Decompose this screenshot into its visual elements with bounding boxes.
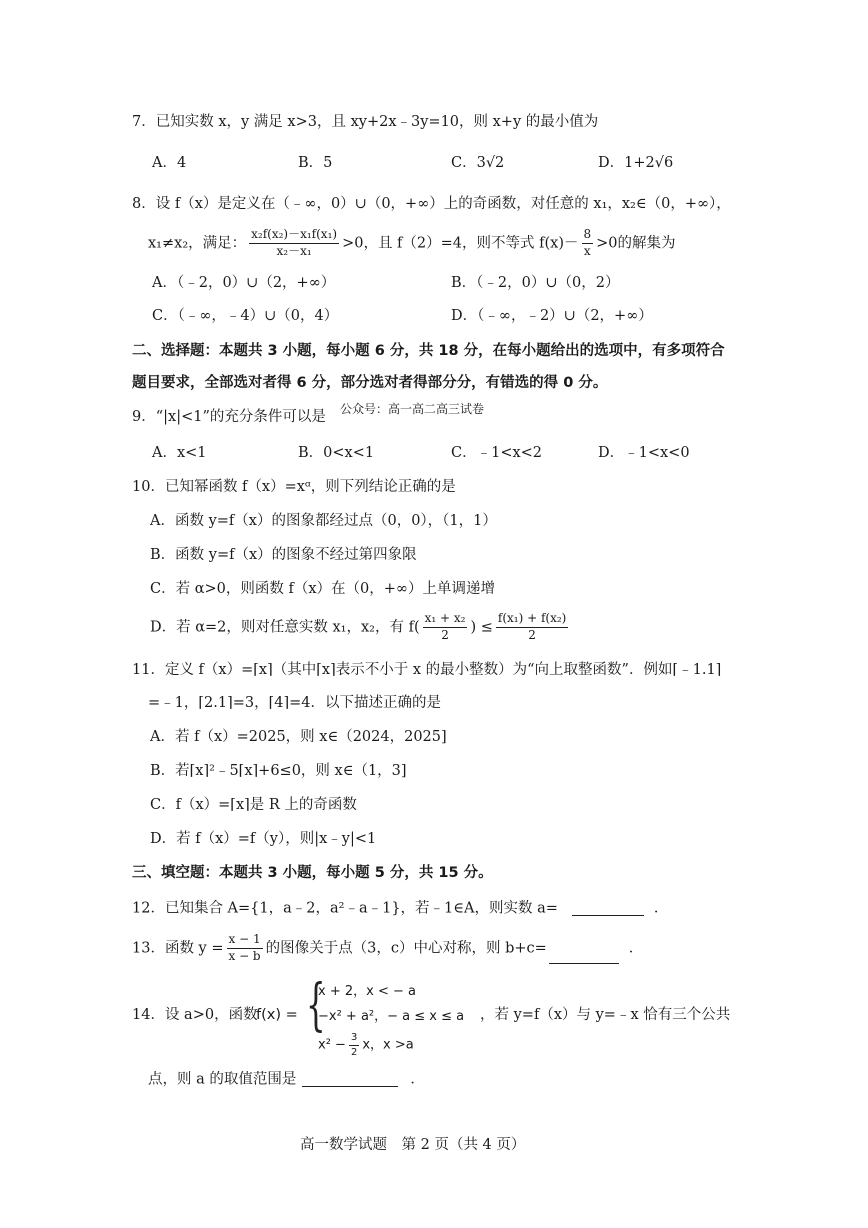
q9-option-b: B．0<x<1 xyxy=(298,445,375,461)
q10-stem: 10．已知幂函数 f（x）=xᵅ，则下列结论正确的是 xyxy=(132,479,456,495)
q11-option-d: D．若 f（x）=f（y），则|x﹣y|<1 xyxy=(150,831,377,847)
q8-fraction: $\frac{\text{x₂f(x₂)－x₁f(x₁)}}{\text{x₂－x₁}}$ xyxy=(251,227,338,258)
q14-stem-start: 14．设 a>0，函数 xyxy=(132,1007,258,1023)
q9-option-c: C．﹣1<x<2 xyxy=(451,445,543,461)
q14-function-name: f(x) = xyxy=(256,1007,298,1023)
q14-case-3: x² − $\frac{3}{2}$ x，x >a xyxy=(318,1032,414,1058)
q7-option-d: D．1+2√6 xyxy=(598,155,674,171)
q8-fraction-2: $\frac{8}{x}$ xyxy=(583,227,592,258)
q8-option-a: A．（﹣2，0）∪（2，+∞） xyxy=(152,275,336,291)
q14-stem-line2: 点，则 a 的取值范围是 ． xyxy=(148,1071,425,1088)
q14-case-1: x + 2，x < − a xyxy=(318,984,416,999)
page-footer: 高一数学试题 第 2 页（共 4 页） xyxy=(300,1137,526,1153)
q10-option-b: B．函数 y=f（x）的图象不经过第四象限 xyxy=(150,547,417,563)
q14-answer-blank[interactable] xyxy=(302,1072,398,1087)
q12-answer-blank[interactable] xyxy=(572,901,644,916)
q11-option-a: A．若 f（x）=2025，则 x∈（2024，2025] xyxy=(150,729,447,745)
q13-stem: 13．函数 y = $\frac{x - 1}{x - b}$ 的图像关于点（3，c）中心对称，则 b+c= ． xyxy=(132,932,644,963)
q11-option-c: C．f（x）=⌈x⌉是 R 上的奇函数 xyxy=(150,797,357,813)
section3-heading: 三、填空题：本题共 3 小题，每小题 5 分，共 15 分。 xyxy=(132,865,493,881)
q9-stem: 9．“|x|<1”的充分条件可以是 xyxy=(132,409,326,425)
q7-option-b: B．5 xyxy=(298,155,333,171)
q10-fraction-1: $\frac{\text{x₁ + x₂}}{2}$ xyxy=(424,611,466,642)
q8-option-c: C．（﹣∞，﹣4）∪（0，4） xyxy=(152,308,339,324)
q13-fraction: $\frac{x - 1}{x - b}$ xyxy=(228,932,261,963)
q10-option-d: D．若 α=2，则对任意实数 x₁，x₂，有 f( $\frac{\text{x₁ + x₂}}{2}$ ) ≤ $\frac{\text{f(x₁) + f(x₂)}}{2}$ xyxy=(150,611,567,642)
q11-stem-line1: 11．定义 f（x）=⌈x⌉（其中⌈x⌉表示不小于 x 的最小整数）为“向上取整函数”．例如⌈﹣1.1⌉ xyxy=(132,662,722,678)
q8-stem-line2: x₁≠x₂，满足： $\frac{\text{x₂f(x₂)－x₁f(x₁)}}{\text{x₂－x₁}}$ >0，且 f（2）=4，则不等式 f(x)－ $\frac{8}{x}$ >0的解集为 xyxy=(148,227,676,258)
q10-option-c: C．若 α>0，则函数 f（x）在（0，+∞）上单调递增 xyxy=(150,581,495,597)
q8-option-d: D．（﹣∞，﹣2）∪（2，+∞） xyxy=(451,308,653,324)
q8-stem-line1: 8．设 f（x）是定义在（﹣∞，0）∪（0，+∞）上的奇函数，对任意的 x₁，x₂∈（0，+∞）， xyxy=(132,196,731,212)
q7-option-a: A．4 xyxy=(152,155,187,171)
q7-option-c: C．3√2 xyxy=(451,155,505,171)
q14-fraction: $\frac{3}{2}$ xyxy=(350,1032,358,1058)
q14-stem-end: ，若 y=f（x）与 y=﹣x 恰有三个公共 xyxy=(480,1007,731,1023)
q10-option-a: A．函数 y=f（x）的图象都经过点（0，0），（1，1） xyxy=(150,513,497,529)
q11-option-b: B．若⌈x⌉²﹣5⌈x⌉+6≤0，则 x∈（1，3] xyxy=(150,763,407,779)
section2-heading-line1: 二、选择题：本题共 3 小题，每小题 6 分，共 18 分，在每小题给出的选项中，有多项符合 xyxy=(132,343,725,359)
q13-answer-blank[interactable] xyxy=(549,949,619,964)
q14-case-2: −x² + a²，− a ≤ x ≤ a xyxy=(318,1009,465,1024)
q14-brace: { xyxy=(306,973,326,1038)
q12-stem: 12．已知集合 A={1，a﹣2，a²﹣a﹣1}，若﹣1∈A，则实数 a= ． xyxy=(132,900,669,917)
q11-stem-line2: =﹣1，⌈2.1⌉=3，⌈4⌉=4．以下描述正确的是 xyxy=(148,695,442,711)
section2-heading-line2: 题目要求，全部选对者得 6 分，部分选对者得部分分，有错选的得 0 分。 xyxy=(132,375,608,391)
q9-watermark: 公众号：高一高二高三试卷 xyxy=(340,402,485,416)
q7-stem: 7．已知实数 x，y 满足 x>3，且 xy+2x﹣3y=10，则 x+y 的最小值为 xyxy=(132,114,599,130)
q9-option-d: D．﹣1<x<0 xyxy=(598,445,690,461)
q10-fraction-2: $\frac{\text{f(x₁) + f(x₂)}}{2}$ xyxy=(497,611,567,642)
q8-option-b: B．（﹣2，0）∪（0，2） xyxy=(451,275,620,291)
q9-option-a: A．x<1 xyxy=(152,445,207,461)
